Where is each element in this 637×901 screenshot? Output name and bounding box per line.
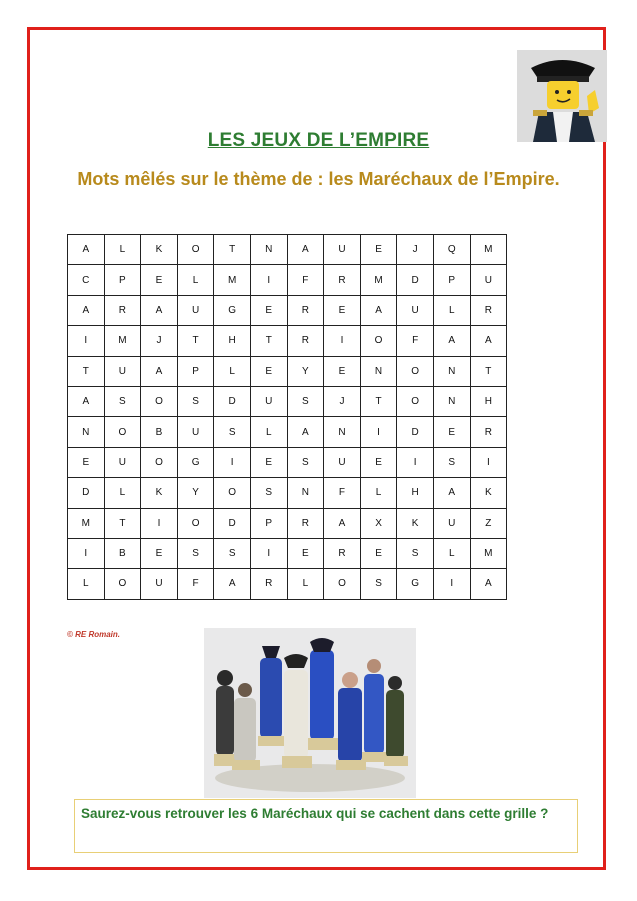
grid-cell: O	[214, 478, 251, 508]
grid-cell: N	[360, 356, 397, 386]
grid-cell: D	[397, 265, 434, 295]
grid-cell: L	[68, 569, 105, 599]
grid-cell: E	[250, 356, 287, 386]
grid-row	[68, 235, 507, 265]
grid-cell: E	[360, 447, 397, 477]
grid-cell: L	[360, 478, 397, 508]
grid-cell: A	[470, 326, 507, 356]
grid-row	[68, 326, 507, 356]
grid-cell: G	[397, 569, 434, 599]
grid-cell: L	[104, 235, 141, 265]
grid-cell: U	[104, 356, 141, 386]
grid-cell: Z	[470, 508, 507, 538]
grid-cell: R	[250, 569, 287, 599]
grid-cell: A	[214, 569, 251, 599]
grid-cell: L	[214, 356, 251, 386]
grid-cell: M	[214, 265, 251, 295]
grid-cell: L	[433, 538, 470, 568]
grid-cell: M	[68, 508, 105, 538]
grid-cell: U	[141, 569, 178, 599]
grid-cell: R	[470, 295, 507, 325]
grid-cell: D	[68, 478, 105, 508]
grid-cell: J	[397, 235, 434, 265]
grid-cell: U	[324, 235, 361, 265]
grid-cell: U	[177, 295, 214, 325]
grid-cell: S	[177, 386, 214, 416]
grid-cell: D	[214, 508, 251, 538]
question-box: Saurez-vous retrouver les 6 Maréchaux qui se cachent dans cette grille ?	[74, 799, 578, 853]
grid-cell: I	[214, 447, 251, 477]
grid-cell: I	[360, 417, 397, 447]
grid-cell: M	[104, 326, 141, 356]
grid-cell: N	[433, 356, 470, 386]
grid-cell: D	[397, 417, 434, 447]
grid-cell: R	[287, 508, 324, 538]
grid-cell: N	[250, 235, 287, 265]
grid-cell: I	[433, 569, 470, 599]
grid-row	[68, 265, 507, 295]
grid-cell: I	[250, 265, 287, 295]
grid-cell: N	[287, 478, 324, 508]
grid-cell: F	[397, 326, 434, 356]
grid-cell: A	[433, 478, 470, 508]
grid-cell: O	[360, 326, 397, 356]
grid-row	[68, 295, 507, 325]
grid-cell: S	[250, 478, 287, 508]
grid-cell: E	[324, 356, 361, 386]
grid-cell: M	[470, 235, 507, 265]
grid-cell: E	[360, 538, 397, 568]
grid-cell: T	[68, 356, 105, 386]
grid-cell: Y	[287, 356, 324, 386]
grid-cell: A	[287, 235, 324, 265]
grid-cell: E	[250, 295, 287, 325]
grid-cell: A	[68, 295, 105, 325]
grid-cell: S	[360, 569, 397, 599]
grid-cell: A	[68, 386, 105, 416]
porcelain-marshals-figurines-image	[204, 628, 416, 798]
grid-cell: G	[177, 447, 214, 477]
page-title: LES JEUX DE L’EMPIRE	[207, 130, 430, 151]
grid-cell: O	[104, 569, 141, 599]
grid-cell: A	[287, 417, 324, 447]
grid-cell: U	[470, 265, 507, 295]
grid-cell: R	[470, 417, 507, 447]
grid-cell: P	[104, 265, 141, 295]
grid-cell: I	[68, 326, 105, 356]
grid-cell: U	[324, 447, 361, 477]
grid-cell: T	[250, 326, 287, 356]
grid-cell: I	[141, 508, 178, 538]
grid-cell: E	[360, 235, 397, 265]
grid-cell: C	[68, 265, 105, 295]
grid-cell: X	[360, 508, 397, 538]
grid-cell: R	[287, 295, 324, 325]
grid-cell: F	[177, 569, 214, 599]
grid-cell: L	[104, 478, 141, 508]
grid-cell: L	[177, 265, 214, 295]
grid-cell: O	[177, 235, 214, 265]
grid-cell: T	[360, 386, 397, 416]
copyright-note: © RE Romain.	[67, 630, 121, 639]
grid-cell: N	[68, 417, 105, 447]
grid-cell: S	[214, 417, 251, 447]
grid-row	[68, 478, 507, 508]
grid-cell: K	[141, 478, 178, 508]
grid-cell: A	[433, 326, 470, 356]
grid-cell: A	[470, 569, 507, 599]
grid-cell: E	[250, 447, 287, 477]
grid-cell: U	[250, 386, 287, 416]
grid-cell: H	[470, 386, 507, 416]
grid-cell: K	[470, 478, 507, 508]
grid-cell: I	[68, 538, 105, 568]
grid-cell: E	[141, 265, 178, 295]
grid-cell: U	[104, 447, 141, 477]
grid-cell: A	[68, 235, 105, 265]
grid-cell: P	[177, 356, 214, 386]
grid-cell: U	[433, 508, 470, 538]
grid-cell: R	[287, 326, 324, 356]
grid-cell: E	[141, 538, 178, 568]
grid-cell: O	[141, 447, 178, 477]
grid-row	[68, 417, 507, 447]
grid-cell: Q	[433, 235, 470, 265]
grid-cell: B	[104, 538, 141, 568]
grid-cell: T	[470, 356, 507, 386]
grid-cell: J	[324, 386, 361, 416]
grid-cell: E	[433, 417, 470, 447]
grid-row	[68, 386, 507, 416]
grid-cell: F	[324, 478, 361, 508]
napoleon-lego-figurine-image	[517, 50, 607, 142]
grid-cell: L	[287, 569, 324, 599]
grid-cell: U	[397, 295, 434, 325]
grid-cell: N	[324, 417, 361, 447]
grid-cell: S	[433, 447, 470, 477]
grid-cell: G	[214, 295, 251, 325]
grid-cell: I	[250, 538, 287, 568]
grid-cell: A	[324, 508, 361, 538]
grid-cell: I	[324, 326, 361, 356]
grid-cell: A	[141, 295, 178, 325]
grid-cell: R	[324, 265, 361, 295]
grid-cell: K	[397, 508, 434, 538]
grid-cell: S	[287, 386, 324, 416]
grid-cell: J	[141, 326, 178, 356]
grid-cell: O	[141, 386, 178, 416]
grid-cell: O	[397, 356, 434, 386]
grid-cell: R	[104, 295, 141, 325]
grid-cell: E	[324, 295, 361, 325]
grid-row	[68, 569, 507, 599]
grid-cell: D	[214, 386, 251, 416]
word-search-grid	[67, 234, 507, 600]
grid-cell: H	[214, 326, 251, 356]
grid-cell: E	[287, 538, 324, 568]
grid-cell: N	[433, 386, 470, 416]
subtitle: Mots mêlés sur le thème de : les Maréchaux de l’Empire.	[77, 169, 560, 189]
grid-cell: E	[68, 447, 105, 477]
grid-cell: R	[324, 538, 361, 568]
grid-cell: T	[104, 508, 141, 538]
grid-cell: K	[141, 235, 178, 265]
grid-cell: I	[397, 447, 434, 477]
grid-cell: H	[397, 478, 434, 508]
grid-row	[68, 538, 507, 568]
grid-cell: S	[287, 447, 324, 477]
grid-cell: T	[177, 326, 214, 356]
grid-cell: U	[177, 417, 214, 447]
grid-cell: L	[250, 417, 287, 447]
grid-cell: Y	[177, 478, 214, 508]
grid-cell: S	[397, 538, 434, 568]
grid-cell: T	[214, 235, 251, 265]
grid-cell: S	[177, 538, 214, 568]
grid-cell: M	[470, 538, 507, 568]
grid-cell: A	[360, 295, 397, 325]
grid-cell: F	[287, 265, 324, 295]
grid-cell: S	[104, 386, 141, 416]
grid-cell: O	[324, 569, 361, 599]
grid-row	[68, 508, 507, 538]
grid-cell: I	[470, 447, 507, 477]
grid-cell: O	[177, 508, 214, 538]
grid-row	[68, 356, 507, 386]
grid-cell: P	[250, 508, 287, 538]
grid-cell: M	[360, 265, 397, 295]
grid-cell: O	[397, 386, 434, 416]
grid-cell: A	[141, 356, 178, 386]
grid-cell: B	[141, 417, 178, 447]
grid-cell: L	[433, 295, 470, 325]
grid-row	[68, 447, 507, 477]
grid-cell: S	[214, 538, 251, 568]
grid-cell: O	[104, 417, 141, 447]
grid-cell: P	[433, 265, 470, 295]
